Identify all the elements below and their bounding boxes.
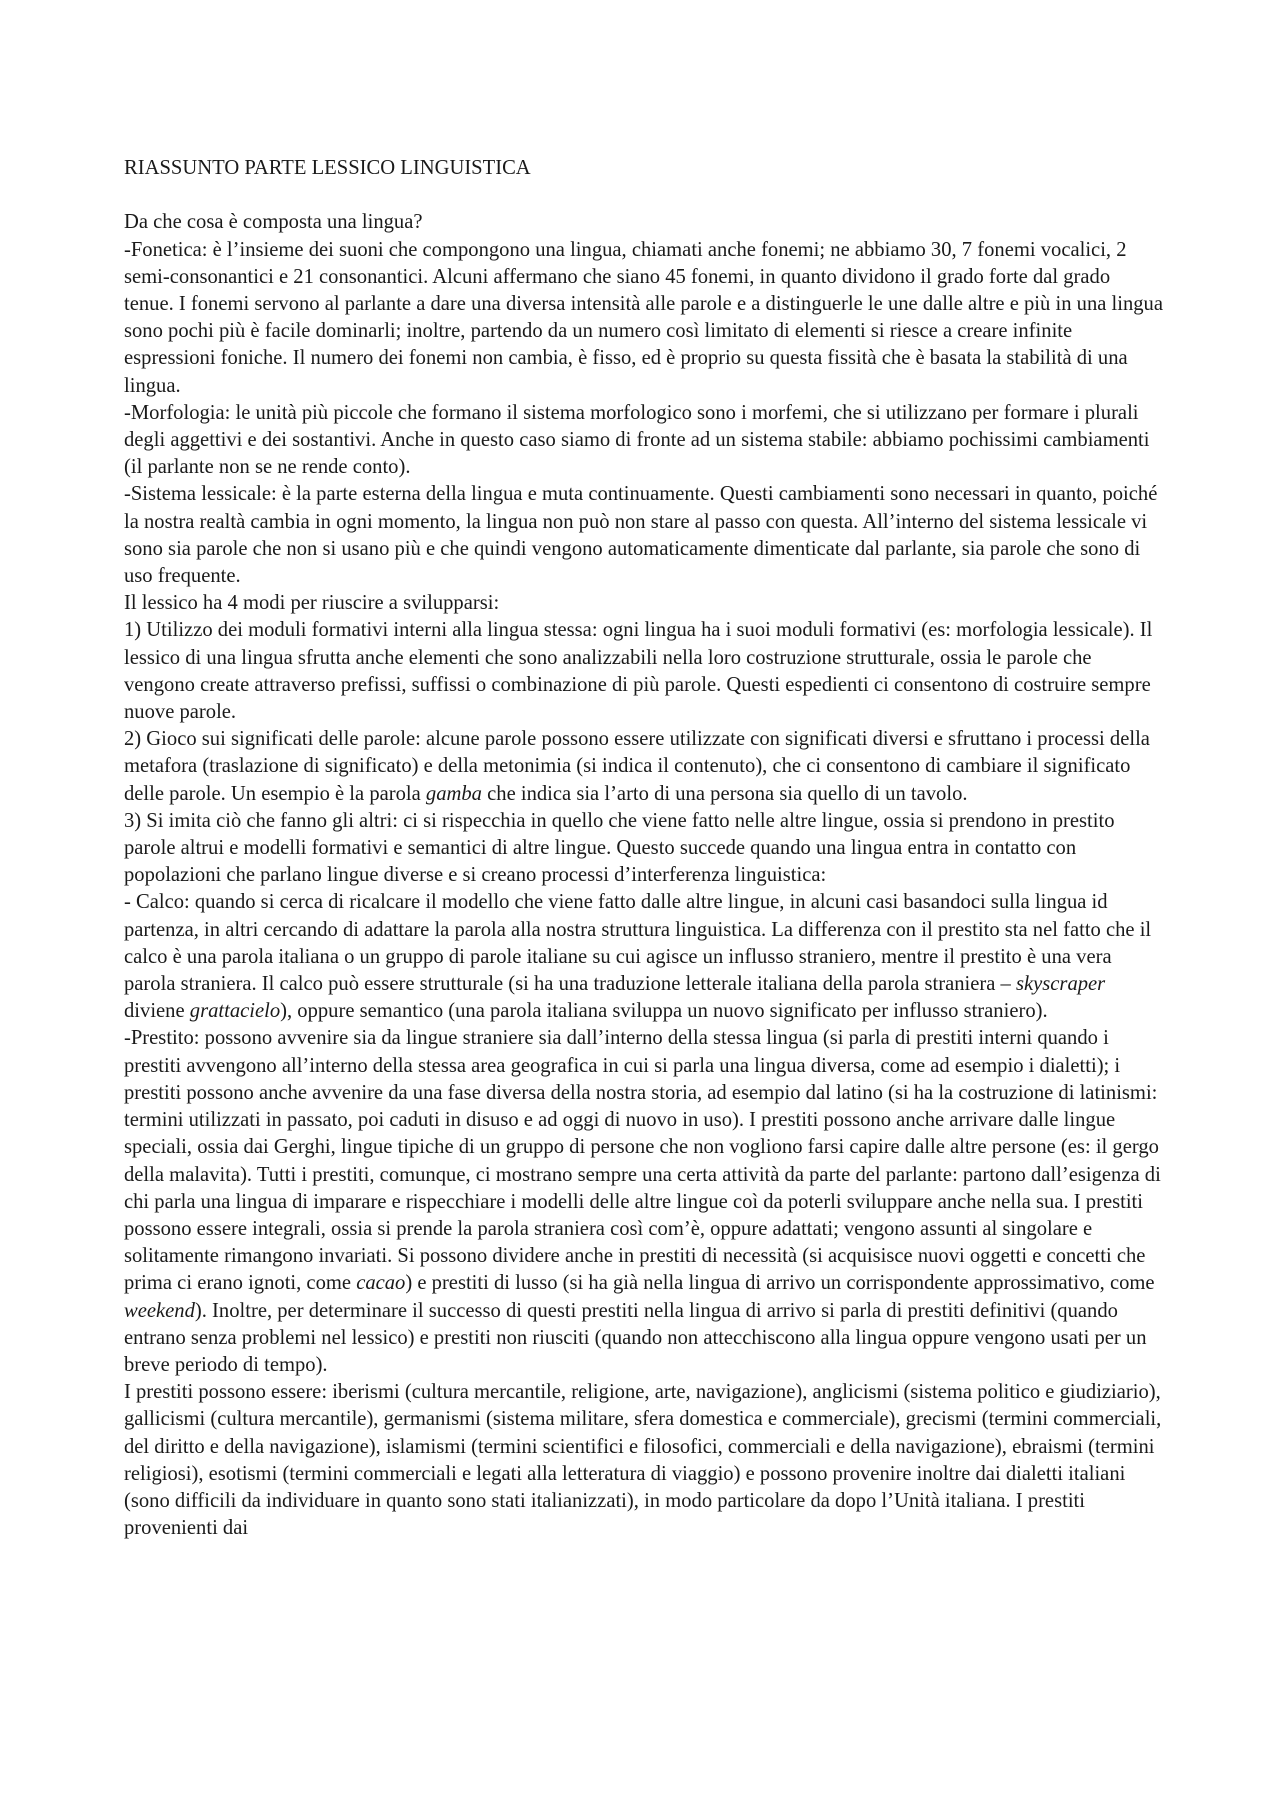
- paragraph-modi-intro: Il lessico ha 4 modi per riuscire a svilupparsi:: [124, 592, 500, 615]
- prestito-text-a: -Prestito: possono avvenire sia da lingue straniere sia dall’interno della stessa lingua (si parla di prestiti interni quando i prestiti avvengono all’interno della stessa area geografica in cui si parla una lingua diversa, come ad esempio i dialetti); i prestiti possono anche avvenire da una fase diversa della nostra storia, ad esempio dal latino (si ha la costruzione di latinismi: termini utilizzati in passato, poi caduti in disuso e ad oggi di nuovo in uso). I prestiti possono anche arrivare dalle lingue speciali, ossia dai Gerghi, lingue tipiche di un gruppo di persone che non vogliono farsi capire dalle altre persone (es: il gergo della malavita). Tutti i prestiti, comunque, ci mostrano sempre una certa attività da parte del parlante: partono dall’esigenza di chi parla una lingua di imparare e rispecchiare i modelli delle altre lingue coì da poterli sviluppare anche nella sua. I prestiti possono essere integrali, ossia si prende la parola straniera così com’è, oppure adattati; vengono assunti al singolare e solitamente rimangono invariati. Si possono dividere anche in prestiti di necessità (si acquisisce nuovi oggetti e concetti che prima ci erano ignoti, come: [124, 1027, 1161, 1295]
- modo-2-text-a: 2) Gioco sui significati delle parole: alcune parole possono essere utilizzate con significati diversi e sfruttano i processi della metafora (traslazione di significato) e della metonimia (si indica il contenuto), che ci consentono di cambiare il significato delle parole. Un esempio è la parola: [124, 728, 1150, 805]
- paragraph-fonetica: -Fonetica: è l’insieme dei suoni che compongono una lingua, chiamati anche fonemi; ne abbiamo 30, 7 fonemi vocalici, 2 semi-consonantici e 21 consonantici. Alcuni affermano che siano 45 fonemi, in quanto dividono il grado forte dal grado tenue. I fonemi servono al parlante a dare una diversa intensità alle parole e a distinguerle le une dalle altre e più in una lingua sono pochi più è facile dominarli; inoltre, partendo da un numero così limitato di elementi si riesce a creare infinite espressioni foniche. Il numero dei fonemi non cambia, è fisso, ed è proprio su questa fissità che è basata la stabilità di una lingua.: [124, 238, 1163, 397]
- paragraph-modo-3: 3) Si imita ciò che fanno gli altri: ci si rispecchia in quello che viene fatto nelle altre lingue, ossia si prendono in prestito parole altrui e modelli formativi e semantici di altre lingue. Questo succede quando una lingua entra in contatto con popolazioni che parlano lingue diverse e si creano processi d’interferenza linguistica:: [124, 809, 1115, 887]
- paragraph-sistema-lessicale: -Sistema lessicale: è la parte esterna della lingua e muta continuamente. Questi cambiamenti sono necessari in quanto, poiché la nostra realtà cambia in ogni momento, la lingua non può non stare al passo con questa. All’interno del sistema lessicale vi sono sia parole che non si usano più e che quindi vengono automaticamente dimenticate dal parlante, sia parole che sono di uso frequente.: [124, 483, 1158, 588]
- paragraph-modo-2: [124, 726, 1164, 808]
- question-heading: Da che cosa è composta una lingua?: [124, 211, 423, 234]
- calco-example-skyscraper: skyscraper: [1015, 973, 1106, 996]
- prestito-text-c: ). Inoltre, per determinare il successo di questi prestiti nella lingua di arrivo si parla di prestiti definitivi (quando entrano senza problemi nel lessico) e prestiti non riusciti (quando non attecchiscono alla lingua oppure vengono usati per un breve periodo di tempo).: [124, 1299, 1147, 1376]
- calco-text-a: - Calco: quando si cerca di ricalcare il modello che viene fatto dalle altre lingue, in alcuni casi basandoci sulla lingua id partenza, in altri cercando di adattare la parola alla nostra struttura linguistica. La differenza con il prestito sta nel fatto che il calco è una parola italiana o un gruppo di parole italiane su cui agisce un influsso straniero, mentre il prestito è una vera parola straniera. Il calco può essere strutturale (si ha una traduzione letterale italiana della parola straniera –: [124, 891, 1152, 996]
- paragraph-prestito: [124, 1025, 1164, 1379]
- prestito-example-weekend: weekend: [124, 1299, 195, 1322]
- paragraph-calco: [124, 889, 1164, 1025]
- modo-2-text-b: che indica sia l’arto di una persona sia quello di un tavolo.: [481, 782, 968, 805]
- paragraph-morfologia: -Morfologia: le unità più piccole che formano il sistema morfologico sono i morfemi, che si utilizzano per formare i plurali degli aggettivi e dei sostantivi. Anche in questo caso siamo di fronte ad un sistema stabile: abbiamo pochissimi cambiamenti (il parlante non se ne rende conto).: [124, 401, 1150, 479]
- calco-text-c: ), oppure semantico (una parola italiana sviluppa un nuovo significato per influsso straniero).: [280, 1000, 1048, 1023]
- document-page: [124, 155, 1164, 1542]
- document-title: RIASSUNTO PARTE LESSICO LINGUISTICA: [124, 157, 531, 179]
- prestito-example-cacao: cacao: [356, 1272, 406, 1295]
- calco-text-b: diviene: [124, 1000, 190, 1023]
- paragraph-modo-1: 1) Utilizzo dei moduli formativi interni alla lingua stessa: ogni lingua ha i suoi moduli formativi (es: morfologia lessicale). Il lessico di una lingua sfrutta anche elementi che sono analizzabili nella loro costruzione strutturale, ossia le parole che vengono create attraverso prefissi, suffissi o combinazione di più parole. Questi espedienti ci consentono di costruire sempre nuove parole.: [124, 619, 1153, 724]
- prestito-text-b: ) e prestiti di lusso (si ha già nella lingua di arrivo un corrispondente approssimativo, come: [405, 1272, 1155, 1295]
- calco-example-grattacielo: grattacielo: [189, 1000, 281, 1023]
- paragraph-prestiti-tipi: I prestiti possono essere: iberismi (cultura mercantile, religione, arte, navigazione), anglicismi (sistema politico e giudiziario), gallicismi (cultura mercantile), germanismi (sistema militare, sfera domestica e commerciale), grecismi (termini commerciali, del diritto e della navigazione), islamismi (termini scientifici e filosofici, commerciali e della navigazione), ebraismi (termini religiosi), esotismi (termini commerciali e legati alla letteratura di viaggio) e possono provenire inoltre dai dialetti italiani (sono difficili da individuare in quanto sono stati italianizzati), in modo particolare da dopo l’Unità italiana. I prestiti provenienti dai: [124, 1381, 1162, 1540]
- modo-2-example-gamba: gamba: [425, 782, 482, 805]
